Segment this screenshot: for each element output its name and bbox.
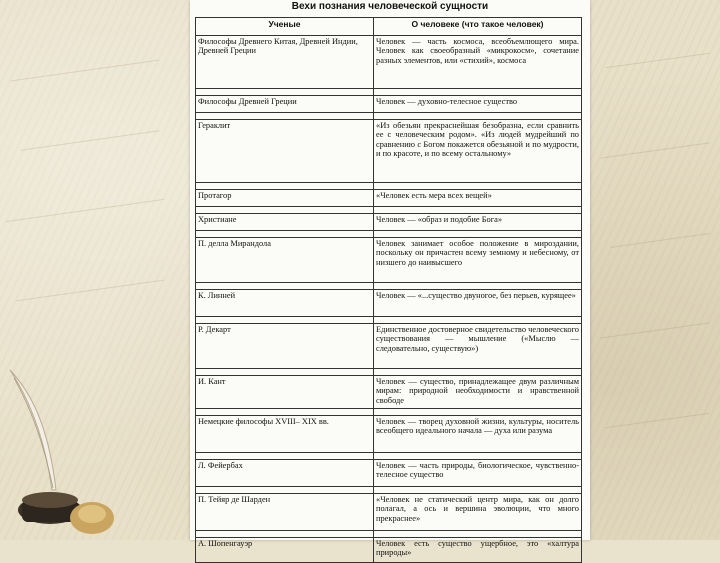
spacer-cell [196, 487, 374, 494]
spacer-cell [374, 369, 582, 376]
spacer-cell [196, 369, 374, 376]
view-cell: Единственное достоверное свидетельство человеческого существования — мышление («Мыслю — следовательно, существую») [374, 324, 582, 369]
scholar-cell: Л. Фейербах [196, 460, 374, 487]
spacer-cell [374, 113, 582, 120]
spacer-cell [374, 531, 582, 538]
view-cell: Человек — «образ и подобие Бога» [374, 214, 582, 231]
view-cell: Человек — существо, принадлежащее двум различным мирам: природной необходимости и нравственной свободе [374, 376, 582, 409]
spacer-cell [196, 317, 374, 324]
table-row [196, 290, 582, 317]
table-row [196, 96, 582, 113]
table-row [196, 416, 582, 453]
spacer-cell [196, 231, 374, 238]
row-spacer [196, 409, 582, 416]
milestones-table [195, 17, 582, 563]
scholar-cell: А. Шопенгауэр [196, 538, 374, 563]
quill-inkwell-illustration [0, 360, 120, 540]
scholar-cell: Протагор [196, 190, 374, 207]
table-row [196, 494, 582, 531]
scholar-cell: Гераклит [196, 120, 374, 183]
table-row [196, 214, 582, 231]
spacer-cell [196, 207, 374, 214]
spacer-cell [374, 231, 582, 238]
spacer-cell [196, 409, 374, 416]
spacer-cell [196, 89, 374, 96]
scholar-cell: Немецкие философы XVIII– XIX вв. [196, 416, 374, 453]
table-row [196, 376, 582, 409]
scholar-cell: И. Кант [196, 376, 374, 409]
scholar-cell: Христиане [196, 214, 374, 231]
spacer-cell [374, 89, 582, 96]
spacer-cell [374, 317, 582, 324]
scholar-cell: П. Тейяр де Шарден [196, 494, 374, 531]
column-header-view: О человеке (что такое человек) [374, 18, 582, 36]
table-row [196, 238, 582, 283]
scholar-cell: П. делла Мирандола [196, 238, 374, 283]
view-cell: Человек — часть космоса, всеобъемлющего мира. Человек как своеобразный «микрокосм», сочетание разных элементов, или «стихий», космоса [374, 36, 582, 89]
view-cell: «Человек не статический центр мира, как он долго полагал, а ось и вершина эволюции, что много прекраснее» [374, 494, 582, 531]
scholar-cell: Философы Древней Греции [196, 96, 374, 113]
spacer-cell [196, 283, 374, 290]
spacer-cell [196, 183, 374, 190]
page-title: Вехи познания человеческой сущности [291, 1, 489, 12]
table-row [196, 460, 582, 487]
row-spacer [196, 113, 582, 120]
row-spacer [196, 207, 582, 214]
view-cell: Человек — часть природы, биологическое, чувственно-телесное существо [374, 460, 582, 487]
view-cell: Человек занимает особое положение в мироздании, поскольку он причастен всему земному и небесному, от низшего до наивысшего [374, 238, 582, 283]
spacer-cell [374, 207, 582, 214]
spacer-cell [196, 113, 374, 120]
spacer-cell [374, 183, 582, 190]
spacer-cell [374, 409, 582, 416]
row-spacer [196, 531, 582, 538]
scholar-cell: Философы Древнего Китая, Древней Индии, Древней Греции [196, 36, 374, 89]
scholar-cell: Р. Декарт [196, 324, 374, 369]
spacer-cell [196, 531, 374, 538]
view-cell: Человек есть существо ущербное, это «халтура природы» [374, 538, 582, 563]
table-row [196, 190, 582, 207]
spacer-cell [374, 453, 582, 460]
table-row [196, 120, 582, 183]
view-cell: «Человек есть мера всех вещей» [374, 190, 582, 207]
row-spacer [196, 283, 582, 290]
row-spacer [196, 89, 582, 96]
view-cell: Человек — «...существо двуногое, без перьев, курящее» [374, 290, 582, 317]
scholar-cell: К. Линней [196, 290, 374, 317]
spacer-cell [374, 487, 582, 494]
table-row [196, 36, 582, 89]
table-header-row [196, 18, 582, 36]
spacer-cell [196, 453, 374, 460]
column-header-scholars: Ученые [196, 18, 374, 36]
spacer-cell [374, 283, 582, 290]
row-spacer [196, 453, 582, 460]
row-spacer [196, 317, 582, 324]
row-spacer [196, 487, 582, 494]
row-spacer [196, 183, 582, 190]
view-cell: Человек — духовно-телесное существо [374, 96, 582, 113]
table-row [196, 538, 582, 563]
table-row [196, 324, 582, 369]
row-spacer [196, 369, 582, 376]
row-spacer [196, 231, 582, 238]
view-cell: Человек — творец духовной жизни, культуры, носитель всеобщего идеального начала — духа или разума [374, 416, 582, 453]
view-cell: «Из обезьян прекраснейшая безобразна, если сравнить ее с человеческим родом». «Из людей мудрейший по сравнению с Богом покажется обезьяной и по мудрости, и по красоте, и по всему остальному» [374, 120, 582, 183]
document-page [190, 0, 590, 558]
